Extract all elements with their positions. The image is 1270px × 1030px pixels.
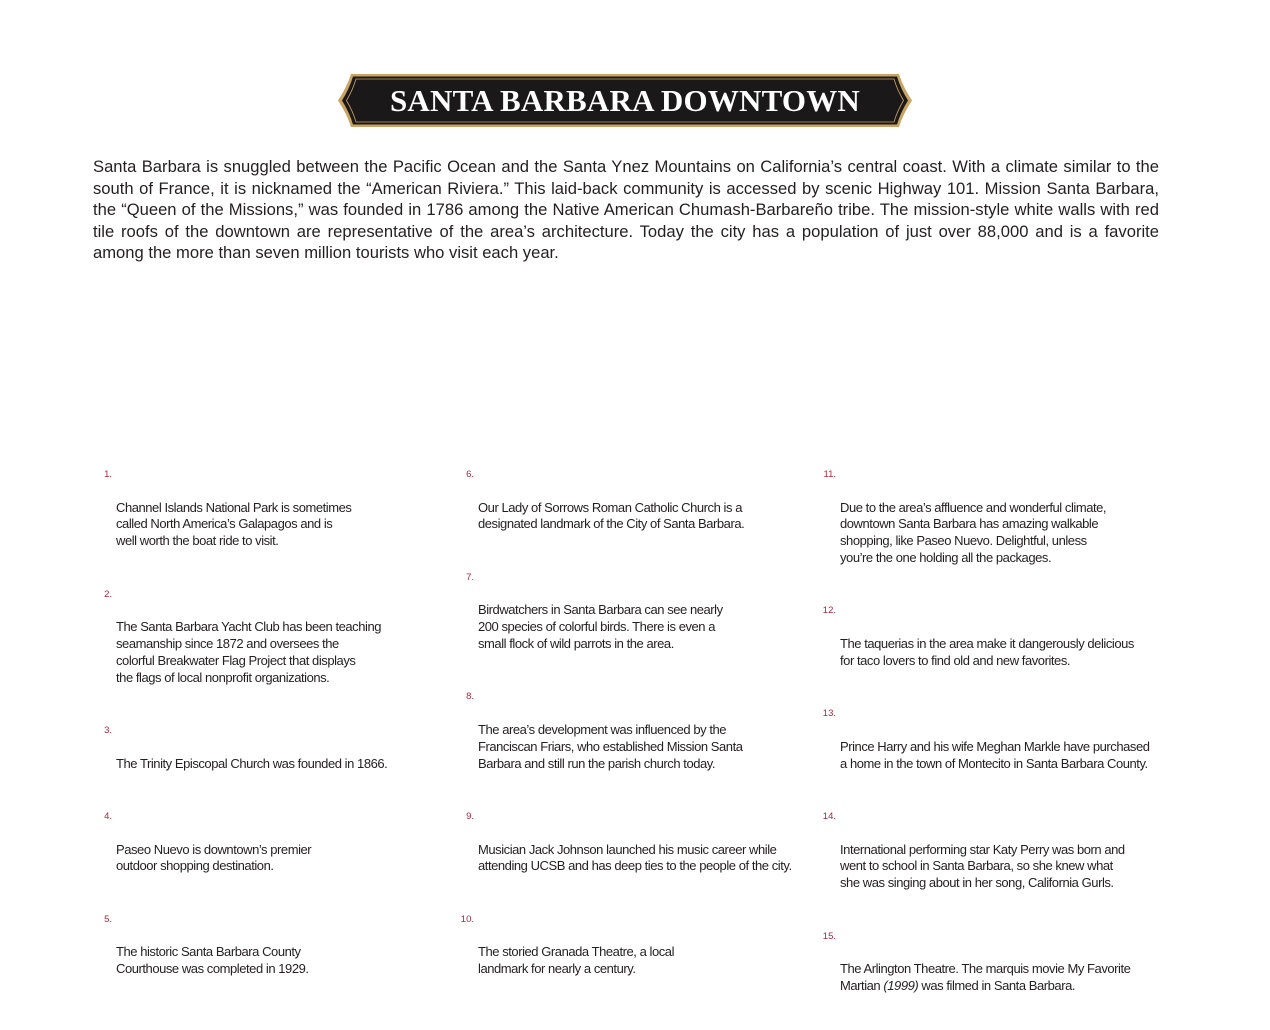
title-banner: [337, 73, 913, 128]
fact-item: [458, 911, 803, 995]
fact-number: 1.: [104, 469, 112, 480]
fact-text: Channel Islands National Park is sometimes called North America’s Galapagos and is well worth the boat ride to visit.: [116, 499, 352, 549]
fact-number: 5.: [104, 913, 112, 925]
fact-item: [96, 466, 426, 567]
fact-number: 6.: [466, 469, 474, 480]
fact-text: Birdwatchers in Santa Barbara can see nearly 200 species of colorful birds. There is even a small flock of wild parrots in the area.: [478, 602, 723, 651]
fact-item: [458, 808, 803, 892]
fact-text: The Trinity Episcopal Church was founded in 1866.: [116, 755, 388, 771]
fact-number: 3.: [104, 724, 112, 736]
fact-number: 13.: [822, 708, 836, 720]
fact-number: 4.: [104, 810, 112, 822]
fact-item: [820, 705, 1165, 789]
fact-text: The Santa Barbara Yacht Club has been teaching seamanship since 1872 and oversees the colorful Breakwater Flag Project that displays the flags of local nonprofit organizations.: [116, 619, 382, 685]
fact-item: [96, 586, 426, 704]
fact-number: 8.: [466, 691, 474, 703]
fact-text: International performing star Katy Perry was born and went to school in Santa Barbara, so she knew what she was singing about in her song, California Gurls.: [840, 841, 1125, 891]
fact-number: 11.: [823, 469, 836, 480]
fact-item: [458, 688, 803, 789]
fact-item: [458, 569, 803, 670]
fact-item: [820, 466, 1165, 584]
fact-text: Paseo Nuevo is downtown’s premier outdoor shopping destination.: [116, 841, 312, 874]
facts-column-2: [458, 466, 803, 1014]
fact-text-after: was filmed in Santa Barbara.: [918, 977, 1076, 993]
page-title: SANTA BARBARA DOWNTOWN: [389, 83, 861, 118]
fact-text-italic: (1999): [883, 977, 919, 993]
fact-number: 9.: [466, 810, 474, 822]
facts-column-1: [96, 466, 426, 1014]
fact-text: The historic Santa Barbara County Courthouse was completed in 1929.: [116, 944, 309, 977]
fact-number: 15.: [822, 930, 836, 942]
fact-number: 2.: [104, 588, 112, 600]
fact-text: The storied Granada Theatre, a local landmark for nearly a century.: [478, 944, 675, 977]
fact-text: [840, 961, 1165, 995]
fact-item: [96, 808, 426, 892]
fact-item: [820, 808, 1165, 909]
fact-number: 7.: [466, 571, 474, 583]
fact-text: The area’s development was influenced by the Franciscan Friars, who established Mission Santa Barbara and still run the parish church today.: [478, 721, 743, 771]
fact-number: 12.: [822, 605, 836, 617]
fact-text: Musician Jack Johnson launched his music career while attending UCSB and has deep ties to the people of the city.: [478, 841, 792, 874]
fact-item: [96, 722, 426, 789]
fact-text-before: The Arlington Theatre. The marquis movie My Favorite Martian: [840, 961, 1131, 993]
fact-text: Prince Harry and his wife Meghan Markle have purchased a home in the town of Montecito in Santa Barbara County.: [840, 738, 1150, 771]
fact-number: 14.: [822, 810, 836, 822]
fact-number: 10.: [460, 913, 474, 925]
facts-column-3: [820, 466, 1165, 1030]
fact-item: [458, 466, 803, 550]
intro-paragraph: Santa Barbara is snuggled between the Pacific Ocean and the Santa Ynez Mountains on California’s central coast. With a climate similar to the south of France, it is nicknamed the “American Riviera.” This laid-back community is accessed by scenic Highway 101. Mission Santa Barbara, the “Queen of the Missions,” was founded in 1786 among the Native American Chumash-Barbareño tribe. The mission-style white walls with red tile roofs of the downtown are representative of the area’s architecture. Today the city has a population of just over 88,000 and is a favorite among the more than seven million tourists who visit each year.: [93, 157, 1159, 262]
fact-text: Our Lady of Sorrows Roman Catholic Church is a designated landmark of the City of Santa Barbara.: [478, 499, 745, 532]
fact-text: The taquerias in the area make it dangerously delicious for taco lovers to find old and new favorites.: [840, 635, 1134, 668]
fact-item: [820, 602, 1165, 686]
fact-item: [96, 911, 426, 995]
fact-text: Due to the area’s affluence and wonderful climate, downtown Santa Barbara has amazing walkable shopping, like Paseo Nuevo. Delightful, unless you’re the one holding all the packages.: [840, 499, 1107, 565]
fact-item: [820, 928, 1165, 1012]
